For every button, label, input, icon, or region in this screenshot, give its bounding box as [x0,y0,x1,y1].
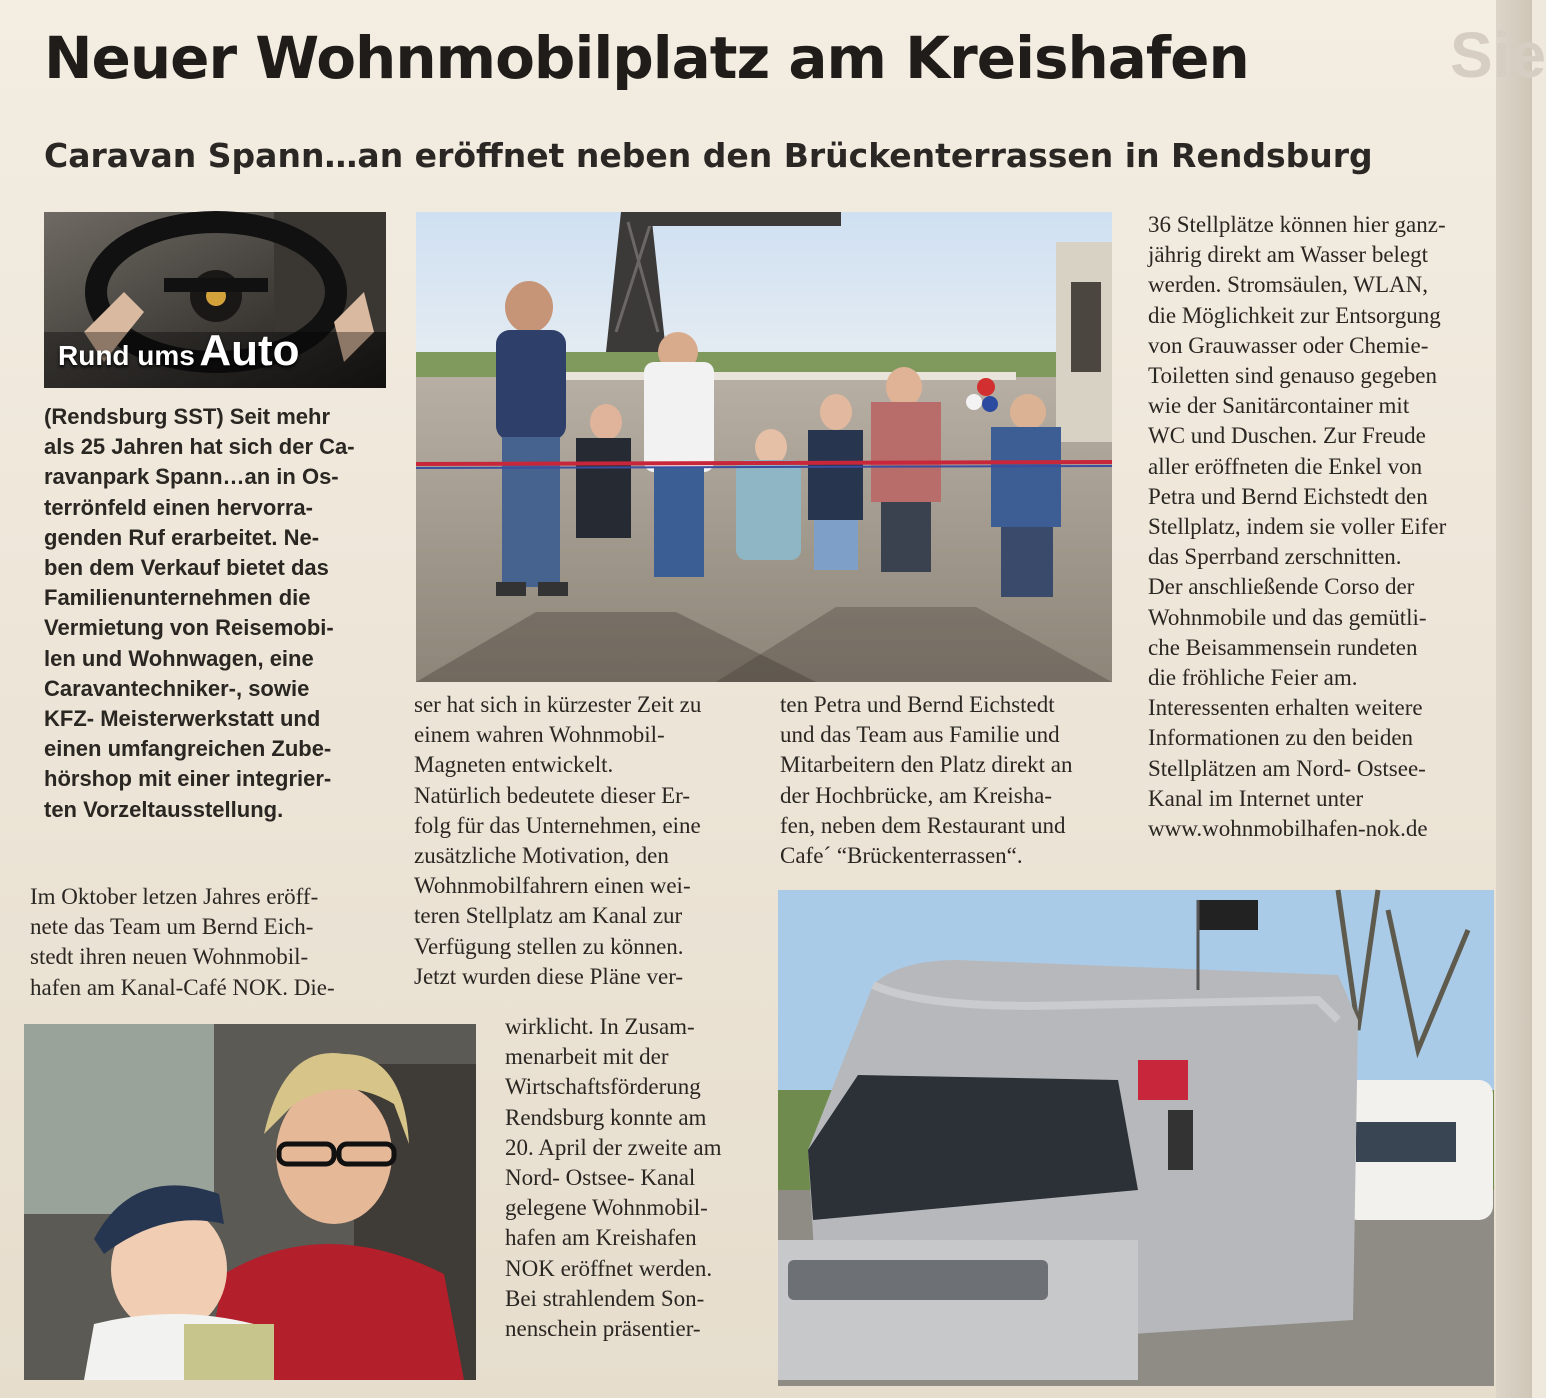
text-line: jährig direkt am Wasser belegt [1148,242,1429,268]
text-line: ravanpark Spann…an in Os- [44,464,339,490]
text-line: Natürlich bedeutete dieser Er- [414,782,691,808]
text-line: KFZ- Meisterwerkstatt und [44,706,321,732]
text-line: und das Team aus Familie und [780,722,1060,748]
text-line: Rendsburg konnte am [505,1104,707,1130]
text-line: Stellplatz, indem sie voller Eifer [1148,514,1447,540]
text-line: hörshop mit einer integrier- [44,766,332,792]
column-2-upper-text [414,690,748,992]
body-paragraph [30,882,382,1003]
text-line: Wohnmobile und das gemütli- [1148,604,1427,630]
ribbon-cutting-photo [416,212,1112,682]
woman-child-photo [24,1024,476,1380]
text-line: ten Petra und Bernd Eichstedt [780,692,1055,717]
column-4 [1148,210,1486,844]
text-line: www.wohnmobilhafen-nok.de [1148,816,1428,842]
text-line: der Hochbrücke, am Kreisha- [780,782,1053,808]
text-line: von Grauwasser oder Chemie- [1148,332,1429,358]
article-subheadline: Caravan Spann…an eröffnet neben den Brückenterrassen in Rendsburg [44,136,1373,175]
column-4-text [1148,210,1486,844]
text-line: das Sperrband zerschnitten. [1148,544,1402,570]
column-2-lower-text [505,1012,748,1344]
text-line: Toiletten sind genauso gegeben [1148,363,1438,389]
text-line: folg für das Unternehmen, eine [414,812,701,838]
text-line: Caravantechniker-, sowie [44,675,310,701]
next-page-ghost-text: Sie [1450,19,1546,91]
text-line: einem wahren Wohnmobil- [414,722,665,748]
column-2-lower [505,1012,748,1344]
page-edge [1496,0,1532,1398]
text-line: ser hat sich in kürzester Zeit zu [414,692,702,717]
text-line: fen, neben dem Restaurant und [780,812,1066,838]
text-line: 20. April der zweite am [505,1134,722,1160]
text-line: terrönfeld einen hervorra- [44,494,313,520]
rubric-label [58,326,300,376]
text-line: che Beisammensein rundeten [1148,634,1418,660]
text-line: aller eröffneten die Enkel von [1148,453,1423,479]
lead-paragraph [44,402,384,825]
text-line: Wirtschaftsförderung [505,1074,701,1100]
article-headline: Neuer Wohnmobilplatz am Kreishafen [44,24,1249,92]
text-line: genden Ruf erarbeitet. Ne- [44,524,320,550]
text-line: Nord- Ostsee- Kanal [505,1165,696,1191]
rubric-badge [44,212,386,388]
text-line: Jetzt wurden diese Pläne ver- [414,963,684,989]
text-line: ten Vorzeltausstellung. [44,796,284,822]
text-line: nenschein präsentier- [505,1316,701,1342]
text-line: len und Wohnwagen, eine [44,645,314,671]
text-line: hafen am Kreishafen [505,1225,697,1251]
text-line: menarbeit mit der [505,1044,669,1070]
text-line: Familienunternehmen die [44,585,311,611]
text-line: Magneten entwickelt. [414,752,614,778]
text-line: zusätzliche Motivation, den [414,843,669,869]
text-line: wirklicht. In Zusam- [505,1014,695,1039]
text-line: wie der Sanitärcontainer mit [1148,393,1410,419]
text-line: gelegene Wohnmobil- [505,1195,708,1221]
motorhome-photo [778,890,1494,1386]
text-line: Wohnmobilfahrern einen wei- [414,873,691,899]
text-line: Kanal im Internet unter [1148,785,1364,811]
text-line: als 25 Jahren hat sich der Ca- [44,434,355,460]
text-line: Bei strahlendem Son- [505,1285,705,1311]
column-3-text [780,690,1114,871]
column-3 [780,690,1114,871]
text-line: Cafe´ “Brückenterrassen“. [780,843,1023,869]
text-line: einen umfangreichen Zube- [44,736,332,762]
text-line: hafen am Kanal-Café NOK. Die- [30,974,335,1000]
text-line: 36 Stellplätze können hier ganz- [1148,212,1446,237]
text-line: stedt ihren neuen Wohnmobil- [30,944,309,970]
text-line: Im Oktober letzen Jahres eröff- [30,884,319,909]
text-line: teren Stellplatz am Kanal zur [414,903,683,929]
text-line: Der anschließende Corso der [1148,574,1415,600]
text-line: Interessenten erhalten weitere [1148,695,1423,721]
text-line: WC und Duschen. Zur Freude [1148,423,1426,449]
text-line: Informationen zu den beiden [1148,725,1414,751]
rubric-word: Auto [199,326,300,375]
text-line: NOK eröffnet werden. [505,1255,713,1281]
column-1-lead [44,402,384,825]
rubric-prefix: Rund ums [58,340,195,371]
text-line: werden. Stromsäulen, WLAN, [1148,272,1428,298]
text-line: die Möglichkeit zur Entsorgung [1148,302,1441,328]
text-line: Vermietung von Reisemobi- [44,615,334,641]
text-line: Stellplätzen am Nord- Ostsee- [1148,755,1426,781]
text-line: (Rendsburg SST) Seit mehr [44,404,331,429]
text-line: ben dem Verkauf bietet das [44,555,329,581]
text-line: Petra und Bernd Eichstedt den [1148,483,1428,509]
column-1-body [30,882,382,1003]
text-line: Verfügung stellen zu können. [414,933,684,959]
text-line: die fröhliche Feier am. [1148,665,1358,691]
text-line: nete das Team um Bernd Eich- [30,914,314,940]
column-2-upper [414,690,748,992]
text-line: Mitarbeitern den Platz direkt an [780,752,1073,778]
